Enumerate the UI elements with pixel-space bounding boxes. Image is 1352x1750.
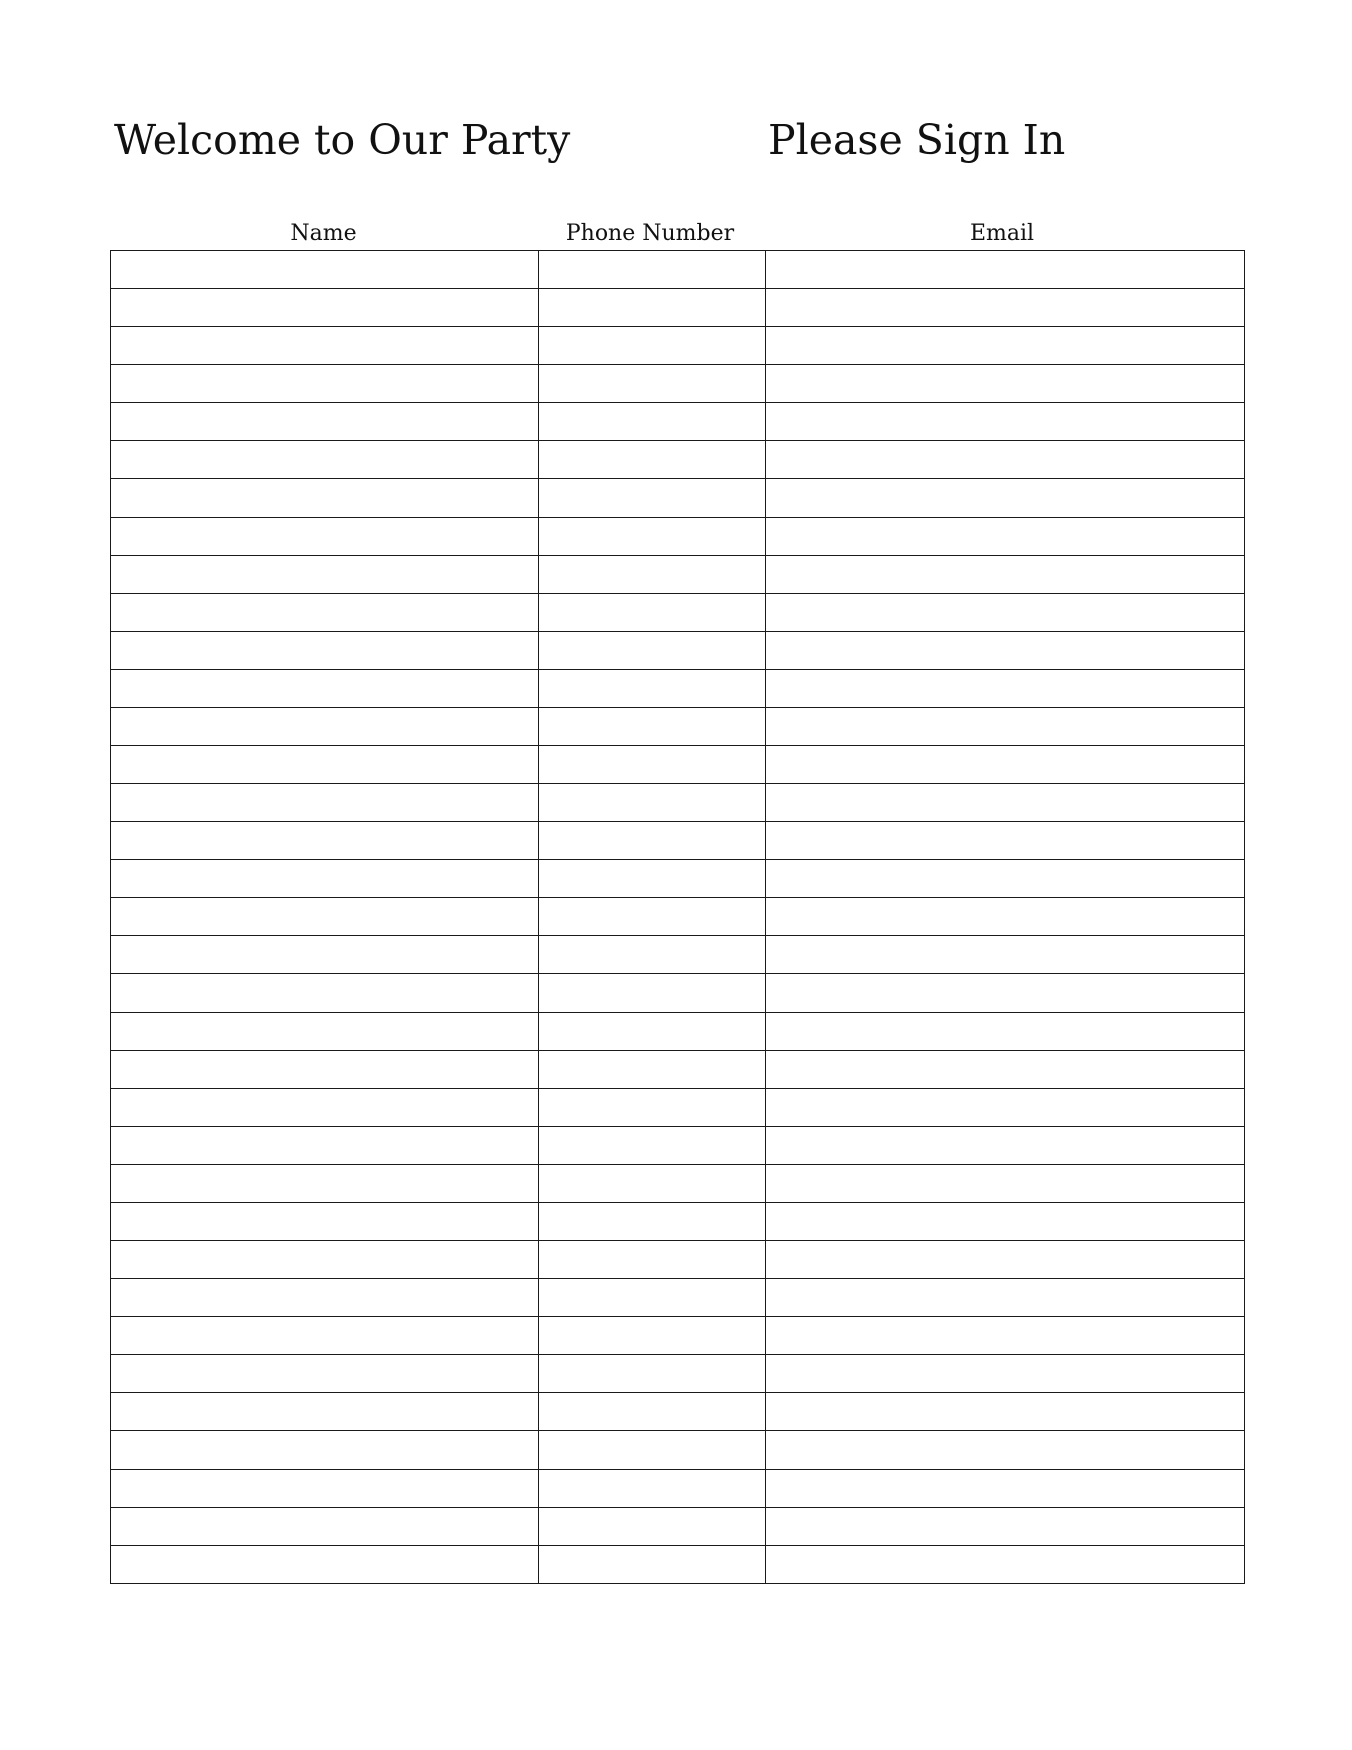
email-cell[interactable] xyxy=(766,1545,1245,1583)
name-cell[interactable] xyxy=(111,1279,539,1317)
email-cell[interactable] xyxy=(766,746,1245,784)
phone-cell[interactable] xyxy=(539,822,766,860)
phone-cell[interactable] xyxy=(539,1088,766,1126)
name-cell[interactable] xyxy=(111,707,539,745)
email-cell[interactable] xyxy=(766,1317,1245,1355)
name-cell[interactable] xyxy=(111,1431,539,1469)
name-cell[interactable] xyxy=(111,1126,539,1164)
table-row xyxy=(111,1012,1245,1050)
email-cell[interactable] xyxy=(766,1431,1245,1469)
phone-cell[interactable] xyxy=(539,1545,766,1583)
name-cell[interactable] xyxy=(111,860,539,898)
email-cell[interactable] xyxy=(766,1088,1245,1126)
name-cell[interactable] xyxy=(111,822,539,860)
phone-cell[interactable] xyxy=(539,365,766,403)
phone-cell[interactable] xyxy=(539,974,766,1012)
sign-in-title: Please Sign In xyxy=(768,116,1066,164)
name-cell[interactable] xyxy=(111,593,539,631)
phone-cell[interactable] xyxy=(539,1431,766,1469)
email-cell[interactable] xyxy=(766,365,1245,403)
phone-cell[interactable] xyxy=(539,327,766,365)
name-cell[interactable] xyxy=(111,898,539,936)
name-cell[interactable] xyxy=(111,669,539,707)
email-cell[interactable] xyxy=(766,1507,1245,1545)
email-cell[interactable] xyxy=(766,555,1245,593)
phone-cell[interactable] xyxy=(539,1012,766,1050)
phone-cell[interactable] xyxy=(539,251,766,289)
name-cell[interactable] xyxy=(111,403,539,441)
email-cell[interactable] xyxy=(766,1012,1245,1050)
table-row xyxy=(111,1126,1245,1164)
email-cell[interactable] xyxy=(766,860,1245,898)
phone-cell[interactable] xyxy=(539,707,766,745)
email-cell[interactable] xyxy=(766,1164,1245,1202)
email-cell[interactable] xyxy=(766,974,1245,1012)
table-row xyxy=(111,517,1245,555)
email-cell[interactable] xyxy=(766,1393,1245,1431)
email-cell[interactable] xyxy=(766,1126,1245,1164)
phone-cell[interactable] xyxy=(539,1393,766,1431)
name-cell[interactable] xyxy=(111,1241,539,1279)
email-cell[interactable] xyxy=(766,479,1245,517)
name-cell[interactable] xyxy=(111,746,539,784)
phone-cell[interactable] xyxy=(539,1317,766,1355)
phone-cell[interactable] xyxy=(539,1050,766,1088)
table-row xyxy=(111,1393,1245,1431)
email-cell[interactable] xyxy=(766,403,1245,441)
name-cell[interactable] xyxy=(111,784,539,822)
phone-cell[interactable] xyxy=(539,441,766,479)
name-cell[interactable] xyxy=(111,631,539,669)
table-row xyxy=(111,1164,1245,1202)
email-cell[interactable] xyxy=(766,1355,1245,1393)
email-cell[interactable] xyxy=(766,441,1245,479)
table-row xyxy=(111,1050,1245,1088)
phone-cell[interactable] xyxy=(539,1164,766,1202)
name-cell[interactable] xyxy=(111,1202,539,1240)
name-cell[interactable] xyxy=(111,1088,539,1126)
email-cell[interactable] xyxy=(766,1050,1245,1088)
phone-cell[interactable] xyxy=(539,1469,766,1507)
email-cell[interactable] xyxy=(766,289,1245,327)
table-row xyxy=(111,289,1245,327)
name-cell[interactable] xyxy=(111,1050,539,1088)
email-cell[interactable] xyxy=(766,327,1245,365)
phone-cell[interactable] xyxy=(539,1507,766,1545)
table-row xyxy=(111,593,1245,631)
email-cell[interactable] xyxy=(766,707,1245,745)
table-row xyxy=(111,974,1245,1012)
table-row xyxy=(111,403,1245,441)
name-cell[interactable] xyxy=(111,1545,539,1583)
phone-cell[interactable] xyxy=(539,1126,766,1164)
table-row xyxy=(111,1469,1245,1507)
email-cell[interactable] xyxy=(766,1279,1245,1317)
table-row xyxy=(111,822,1245,860)
sign-in-table xyxy=(110,250,1245,1584)
name-cell[interactable] xyxy=(111,555,539,593)
table-row xyxy=(111,1279,1245,1317)
phone-cell[interactable] xyxy=(539,289,766,327)
email-cell[interactable] xyxy=(766,898,1245,936)
column-header-phone: Phone Number xyxy=(565,221,735,246)
table-row xyxy=(111,707,1245,745)
name-cell[interactable] xyxy=(111,1164,539,1202)
column-header-email: Email xyxy=(969,221,1035,246)
name-cell[interactable] xyxy=(111,1317,539,1355)
phone-cell[interactable] xyxy=(539,631,766,669)
name-cell[interactable] xyxy=(111,1469,539,1507)
name-cell[interactable] xyxy=(111,1393,539,1431)
phone-cell[interactable] xyxy=(539,555,766,593)
sign-in-table-body xyxy=(111,251,1245,1584)
email-cell[interactable] xyxy=(766,517,1245,555)
email-cell[interactable] xyxy=(766,251,1245,289)
name-cell[interactable] xyxy=(111,479,539,517)
email-cell[interactable] xyxy=(766,1202,1245,1240)
name-cell[interactable] xyxy=(111,1012,539,1050)
name-cell[interactable] xyxy=(111,1355,539,1393)
table-row xyxy=(111,1507,1245,1545)
email-cell[interactable] xyxy=(766,1241,1245,1279)
name-cell[interactable] xyxy=(111,1507,539,1545)
table-row xyxy=(111,327,1245,365)
table-row xyxy=(111,555,1245,593)
phone-cell[interactable] xyxy=(539,593,766,631)
table-row xyxy=(111,1088,1245,1126)
table-row xyxy=(111,669,1245,707)
phone-cell[interactable] xyxy=(539,517,766,555)
email-cell[interactable] xyxy=(766,784,1245,822)
email-cell[interactable] xyxy=(766,669,1245,707)
name-cell[interactable] xyxy=(111,251,539,289)
table-row xyxy=(111,1545,1245,1583)
phone-cell[interactable] xyxy=(539,898,766,936)
name-cell[interactable] xyxy=(111,974,539,1012)
phone-cell[interactable] xyxy=(539,860,766,898)
phone-cell[interactable] xyxy=(539,669,766,707)
phone-cell[interactable] xyxy=(539,1202,766,1240)
email-cell[interactable] xyxy=(766,593,1245,631)
table-row xyxy=(111,936,1245,974)
table-row xyxy=(111,631,1245,669)
name-cell[interactable] xyxy=(111,441,539,479)
table-row xyxy=(111,1431,1245,1469)
name-cell[interactable] xyxy=(111,365,539,403)
email-cell[interactable] xyxy=(766,631,1245,669)
name-cell[interactable] xyxy=(111,289,539,327)
table-row xyxy=(111,1317,1245,1355)
welcome-title: Welcome to Our Party xyxy=(114,116,571,164)
name-cell[interactable] xyxy=(111,517,539,555)
table-row xyxy=(111,1355,1245,1393)
table-row xyxy=(111,1241,1245,1279)
email-cell[interactable] xyxy=(766,822,1245,860)
table-row xyxy=(111,251,1245,289)
phone-cell[interactable] xyxy=(539,1241,766,1279)
table-row xyxy=(111,860,1245,898)
email-cell[interactable] xyxy=(766,1469,1245,1507)
table-row xyxy=(111,479,1245,517)
phone-cell[interactable] xyxy=(539,1355,766,1393)
table-row xyxy=(111,784,1245,822)
name-cell[interactable] xyxy=(111,327,539,365)
column-header-name: Name xyxy=(290,221,357,246)
email-cell[interactable] xyxy=(766,936,1245,974)
table-row xyxy=(111,746,1245,784)
phone-cell[interactable] xyxy=(539,784,766,822)
name-cell[interactable] xyxy=(111,936,539,974)
phone-cell[interactable] xyxy=(539,403,766,441)
table-row xyxy=(111,441,1245,479)
table-row xyxy=(111,898,1245,936)
table-row xyxy=(111,1202,1245,1240)
phone-cell[interactable] xyxy=(539,936,766,974)
phone-cell[interactable] xyxy=(539,479,766,517)
table-row xyxy=(111,365,1245,403)
phone-cell[interactable] xyxy=(539,1279,766,1317)
phone-cell[interactable] xyxy=(539,746,766,784)
